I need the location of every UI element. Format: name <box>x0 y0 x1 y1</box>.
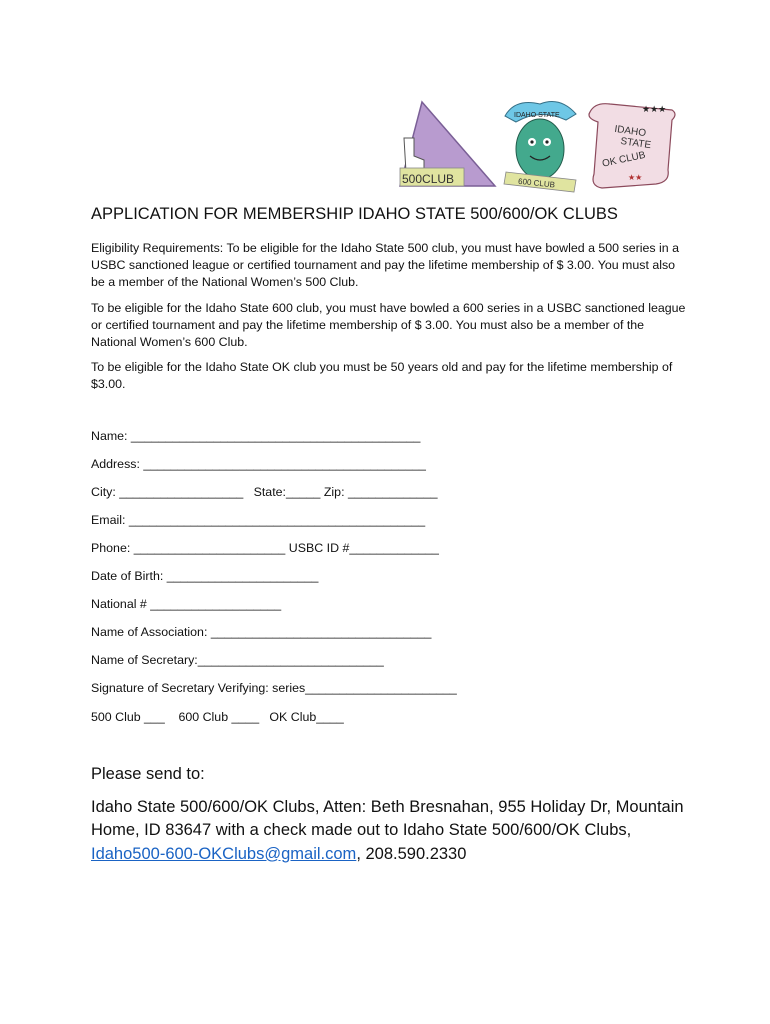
application-form <box>91 422 691 731</box>
club-selection-field[interactable]: 500 Club ___ 600 Club ____ OK Club____ <box>91 709 344 724</box>
national-number-field[interactable]: National # ___________________ <box>91 597 282 612</box>
association-field[interactable]: Name of Association: ________________________________ <box>91 625 432 640</box>
send-address-text: Idaho State 500/600/OK Clubs, Atten: Beth Bresnahan, 955 Holiday Dr, Mountain Home, ID 83647 with a check made out to Idaho State 500/600/OK Clubs, <box>91 797 684 840</box>
club-logos-art <box>380 94 680 194</box>
badge-600-club-logo <box>504 102 576 192</box>
email-field[interactable]: Email: ___________________________________________ <box>91 512 426 527</box>
phone-usbc-field[interactable]: Phone: ______________________ USBC ID #_____________ <box>91 541 439 555</box>
name-field[interactable]: Name: __________________________________________ <box>91 428 421 443</box>
send-address <box>91 796 691 867</box>
requirement-500-club: Eligibility Requirements: To be eligible for the Idaho State 500 club, you must have bowled a 500 series in a USBC sanctioned league or certified tournament and pay the lifetime membership of $ 3.00. You must also be a member of the National Women’s 500 Club. <box>91 241 679 290</box>
scroll-line-1: IDAHO <box>613 123 647 140</box>
scroll-line-2: STATE <box>619 135 652 152</box>
club-logos <box>380 94 680 194</box>
date-of-birth-field[interactable]: Date of Birth: ______________________ <box>91 569 319 584</box>
page-title: APPLICATION FOR MEMBERSHIP IDAHO STATE 500/600/OK CLUBS <box>91 205 618 223</box>
star-icon: ★★★ <box>642 104 667 114</box>
pennant-500-club-logo <box>400 102 495 186</box>
scroll-ok-club-logo <box>589 104 675 188</box>
requirement-ok-club: To be eligible for the Idaho State OK club you must be 50 years old and pay for the lifetime membership of $3.00. <box>91 360 673 392</box>
city-state-zip-field[interactable]: City: __________________ State:_____ Zip: _____________ <box>91 484 438 499</box>
requirement-600-club: To be eligible for the Idaho State 600 club, you must have bowled a 600 series in a USBC sanctioned league or certified tournament and pay the lifetime membership of $ 3.00. You must also be a member of the National Women’s 600 Club. <box>91 300 686 350</box>
phone-text: , 208.590.2330 <box>356 844 467 863</box>
address-field[interactable]: Address: _________________________________________ <box>91 456 426 471</box>
email-link[interactable]: Idaho500-600-OKClubs@gmail.com <box>91 844 357 863</box>
pennant-text: 500CLUB <box>402 172 455 186</box>
send-heading: Please send to: <box>91 764 205 783</box>
application-document <box>91 205 691 866</box>
badge-band-text: 600 CLUB <box>517 176 556 190</box>
star-icon: ★★ <box>628 173 643 182</box>
badge-arc-text: IDAHO STATE <box>514 112 560 119</box>
secretary-field[interactable]: Name of Secretary:___________________________ <box>91 653 384 668</box>
scroll-line-3: OK CLUB <box>601 149 647 170</box>
signature-field[interactable]: Signature of Secretary Verifying: series______________________ <box>91 681 457 696</box>
